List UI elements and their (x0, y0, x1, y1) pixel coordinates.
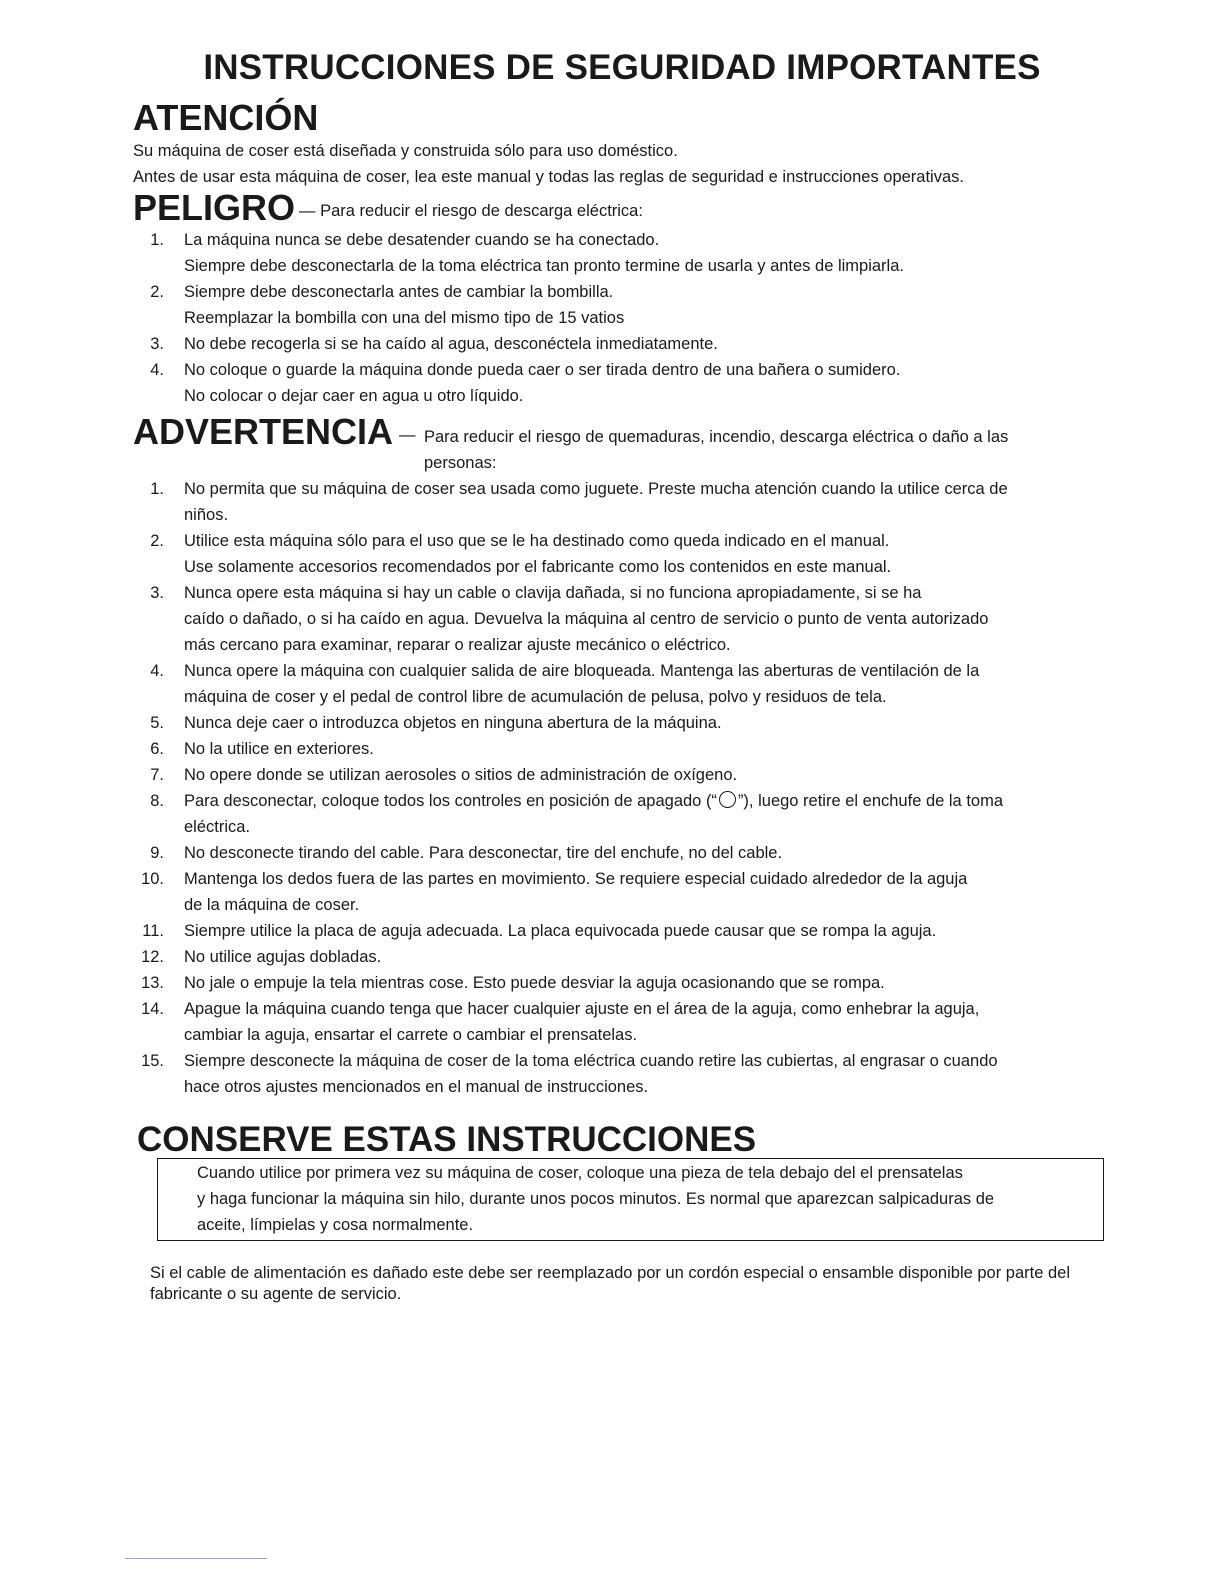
list-item (0, 970, 1110, 996)
atencion-text (133, 138, 964, 190)
advertencia-header (133, 411, 416, 452)
item-line: Mantenga los dedos fuera de las partes en movimiento. Se requiere especial cuidado alrededor de la aguja (184, 870, 968, 888)
item-number: 7. (150, 766, 164, 784)
item-line: cambiar la aguja, ensartar el carrete o cambiar el prensatelas. (184, 1026, 638, 1044)
item-line: Nunca opere la máquina con cualquier salida de aire bloqueada. Mantenga las aberturas de ventilación de la (184, 662, 980, 680)
item-number: 13. (141, 974, 164, 992)
advertencia-lead: Para reducir el riesgo de quemaduras, incendio, descarga eléctrica o daño a las personas: (424, 428, 1009, 472)
list-item (0, 1048, 1110, 1100)
item-line: Utilice esta máquina sólo para el uso que se le ha destinado como queda indicado en el manual. (184, 532, 890, 550)
list-item (0, 476, 1110, 528)
list-item (0, 658, 1110, 710)
list-item (0, 918, 1110, 944)
item-number: 3. (150, 584, 164, 602)
item-line-part: ”), luego retire el enchufe de la toma (737, 792, 1004, 810)
note-line: aceite, límpielas y cosa normalmente. (197, 1216, 474, 1234)
peligro-lead: — Para reducir el riesgo de descarga eléctrica: (299, 202, 643, 220)
list-item (0, 710, 1110, 736)
atencion-heading: ATENCIÓN (133, 97, 319, 138)
item-line: No utilice agujas dobladas. (184, 948, 382, 966)
peligro-header (133, 187, 643, 228)
power-cord-footnote: Si el cable de alimentación es dañado este debe ser reemplazado por un cordón especial o ensamble disponible por parte del fabricante o su agente de servicio. (150, 1264, 1071, 1303)
item-number: 11. (142, 922, 164, 940)
item-line (184, 788, 1110, 814)
item-line: No permita que su máquina de coser sea usada como juguete. Preste mucha atención cuando la utilice cerca de (184, 480, 1008, 498)
item-line: Apague la máquina cuando tenga que hacer cualquier ajuste en el área de la aguja, como enhebrar la aguja, (184, 1000, 980, 1018)
note-line: y haga funcionar la máquina sin hilo, durante unos pocos minutos. Es normal que aparezcan salpicaduras de (197, 1190, 995, 1208)
peligro-list (0, 227, 904, 409)
list-item (0, 944, 1110, 970)
item-number: 4. (150, 662, 164, 680)
item-line: máquina de coser y el pedal de control libre de acumulación de pelusa, polvo y residuos de tela. (184, 688, 887, 706)
conserve-heading: CONSERVE ESTAS INSTRUCCIONES (137, 1120, 757, 1159)
first-use-note-box (157, 1158, 1104, 1241)
item-number: 9. (150, 844, 164, 862)
item-line: No coloque o guarde la máquina donde pueda caer o ser tirada dentro de una bañera o sumidero. (184, 361, 901, 379)
item-number: 10. (141, 870, 164, 888)
item-line: Nunca deje caer o introduzca objetos en ninguna abertura de la máquina. (184, 714, 722, 732)
item-line: Use solamente accesorios recomendados por el fabricante como los contenidos en este manual. (184, 558, 892, 576)
item-line: Siempre debe desconectarla de la toma eléctrica tan pronto termine de usarla y antes de limpiarla. (184, 257, 904, 275)
list-item (0, 227, 904, 279)
item-line: hace otros ajustes mencionados en el manual de instrucciones. (184, 1078, 649, 1096)
item-number: 6. (150, 740, 164, 758)
first-use-note (197, 1160, 1087, 1238)
list-item (0, 736, 1110, 762)
item-number: 1. (150, 231, 164, 249)
note-line: Cuando utilice por primera vez su máquina de coser, coloque una pieza de tela debajo del el prensatelas (197, 1164, 963, 1182)
item-line: niños. (184, 506, 229, 524)
list-item (0, 866, 1110, 918)
page-title: INSTRUCCIONES DE SEGURIDAD IMPORTANTES (203, 48, 1041, 87)
item-line: Siempre debe desconectarla antes de cambiar la bombilla. (184, 283, 614, 301)
item-line: Siempre desconecte la máquina de coser de la toma eléctrica cuando retire las cubiertas, al engrasar o cuando (184, 1052, 998, 1070)
item-number: 8. (150, 792, 164, 810)
list-item (0, 331, 904, 357)
list-item (0, 528, 1110, 580)
item-line: Siempre utilice la placa de aguja adecuada. La placa equivocada puede causar que se rompa la aguja. (184, 922, 937, 940)
list-item (0, 762, 1110, 788)
list-item (0, 357, 904, 409)
item-number: 2. (150, 532, 164, 550)
item-line: de la máquina de coser. (184, 896, 360, 914)
list-item (0, 788, 1110, 840)
list-item (0, 996, 1110, 1048)
item-line: La máquina nunca se debe desatender cuando se ha conectado. (184, 231, 660, 249)
list-item (0, 840, 1110, 866)
advertencia-dash: — (399, 426, 416, 444)
item-line: No la utilice en exteriores. (184, 740, 374, 758)
item-number: 1. (150, 480, 164, 498)
item-line: No opere donde se utilizan aerosoles o sitios de administración de oxígeno. (184, 766, 738, 784)
list-item (0, 279, 904, 331)
item-number: 5. (150, 714, 164, 732)
item-line: No jale o empuje la tela mientras cose. Esto puede desviar la aguja ocasionando que se rompa. (184, 974, 885, 992)
item-line: caído o dañado, o si ha caído en agua. Devuelva la máquina al centro de servicio o punto de venta autorizado (184, 610, 989, 628)
list-item (0, 580, 1110, 658)
circle-icon (719, 791, 736, 808)
item-line: eléctrica. (184, 818, 251, 836)
item-number: 3. (150, 335, 164, 353)
advertencia-list (0, 476, 1110, 1100)
item-number: 2. (150, 283, 164, 301)
peligro-heading: PELIGRO (133, 187, 296, 228)
item-line: No debe recogerla si se ha caído al agua, desconéctela inmediatamente. (184, 335, 718, 353)
item-number: 14. (141, 1000, 164, 1018)
atencion-line: Su máquina de coser está diseñada y construida sólo para uso doméstico. (133, 142, 678, 160)
item-line-part: Para desconectar, coloque todos los controles en posición de apagado (“ (184, 792, 717, 810)
item-number: 12. (141, 948, 164, 966)
advertencia-heading: ADVERTENCIA (133, 411, 394, 452)
item-line: No colocar o dejar caer en agua u otro líquido. (184, 387, 524, 405)
bottom-rule (125, 1558, 267, 1559)
item-line: Nunca opere esta máquina si hay un cable o clavija dañada, si no funciona apropiadamente, si se ha (184, 584, 922, 602)
item-line: más cercano para examinar, reparar o realizar ajuste mecánico o eléctrico. (184, 636, 731, 654)
item-number: 4. (150, 361, 164, 379)
item-line: Reemplazar la bombilla con una del mismo tipo de 15 vatios (184, 309, 625, 327)
atencion-line: Antes de usar esta máquina de coser, lea este manual y todas las reglas de seguridad e instrucciones operativas. (133, 168, 964, 186)
item-line: No desconecte tirando del cable. Para desconectar, tire del enchufe, no del cable. (184, 844, 783, 862)
item-number: 15. (141, 1052, 164, 1070)
